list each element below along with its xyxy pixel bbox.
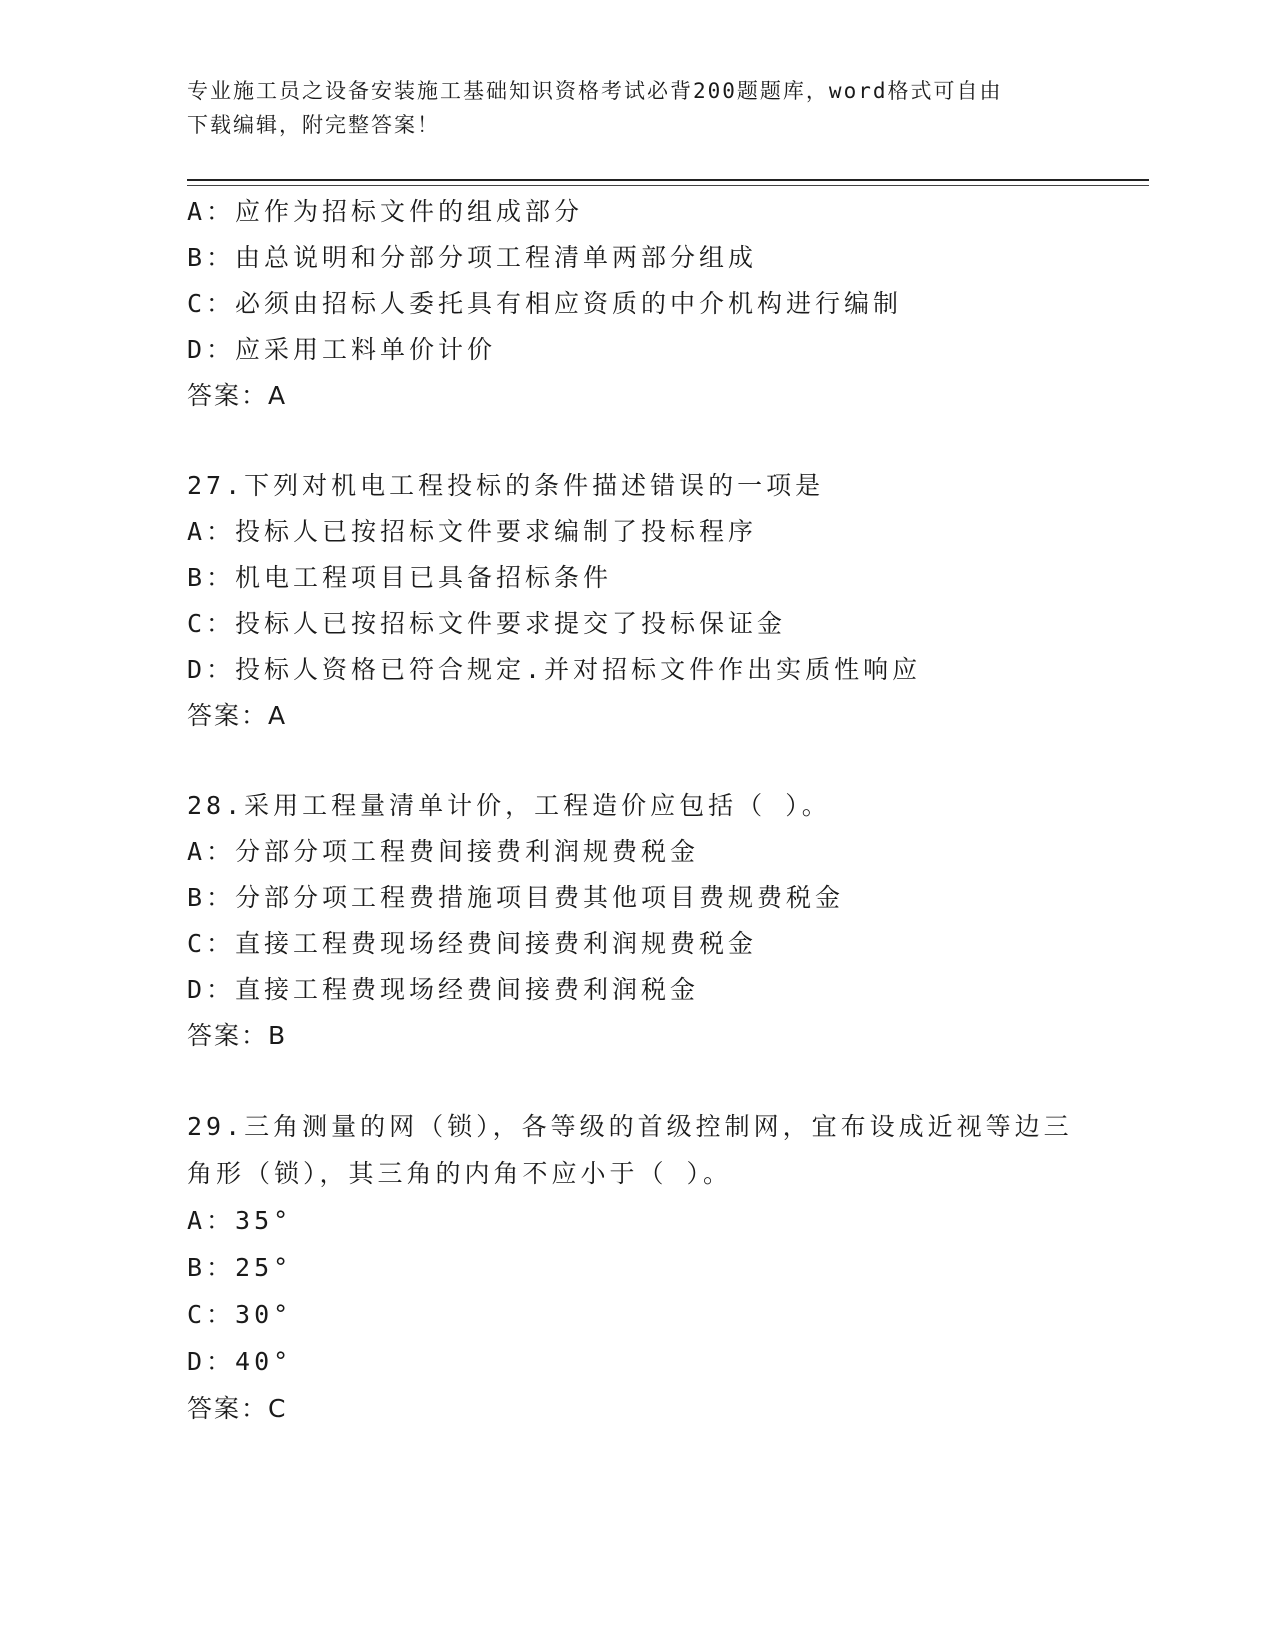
question-stem: 27.下列对机电工程投标的条件描述错误的一项是 [187,471,825,500]
option-d: D：应采用工料单价计价 [187,335,497,364]
question-stem-line-2: 角形（锁），其三角的内角不应小于（ ）。 [187,1159,733,1188]
option-a: A：35° [187,1206,293,1235]
option-a: A：投标人已按招标文件要求编制了投标程序 [187,517,758,546]
option-c: C：直接工程费现场经费间接费利润规费税金 [187,929,758,958]
option-b: B：机电工程项目已具备招标条件 [187,563,613,592]
header-divider-thick [187,179,1149,181]
option-d: D：投标人资格已符合规定.并对招标文件作出实质性响应 [187,655,922,684]
question-stem: 28.采用工程量清单计价，工程造价应包括（ ）。 [187,791,831,820]
option-a: A：应作为招标文件的组成部分 [187,197,584,226]
answer-line: 答案：B [187,1021,288,1050]
header-divider-thin [187,185,1149,186]
header-line-1: 专业施工员之设备安装施工基础知识资格考试必背200题题库，word格式可自由 [187,79,1003,103]
option-d: D：40° [187,1347,293,1376]
question-stem-line-1: 29.三角测量的网（锁），各等级的首级控制网，宜布设成近视等边三 [187,1112,1073,1141]
option-c: C：必须由招标人委托具有相应资质的中介机构进行编制 [187,289,903,318]
option-b: B：由总说明和分部分项工程清单两部分组成 [187,243,758,272]
spacer [187,1059,1127,1103]
question-27 [187,463,1127,739]
answer-line: 答案：C [187,1394,288,1423]
option-b: B：分部分项工程费措施项目费其他项目费规费税金 [187,883,845,912]
option-c: C：投标人已按招标文件要求提交了投标保证金 [187,609,787,638]
spacer [187,739,1127,783]
option-a: A：分部分项工程费间接费利润规费税金 [187,837,700,866]
answer-line: 答案：A [187,701,288,730]
spacer [187,419,1127,463]
option-d: D：直接工程费现场经费间接费利润税金 [187,975,700,1004]
document-header [187,74,1067,142]
question-26 [187,189,1127,419]
option-b: B：25° [187,1253,293,1282]
question-list [187,189,1127,1432]
question-29 [187,1103,1127,1432]
question-28 [187,783,1127,1059]
header-line-2: 下载编辑，附完整答案！ [187,113,440,137]
answer-line: 答案：A [187,381,288,410]
option-c: C：30° [187,1300,293,1329]
